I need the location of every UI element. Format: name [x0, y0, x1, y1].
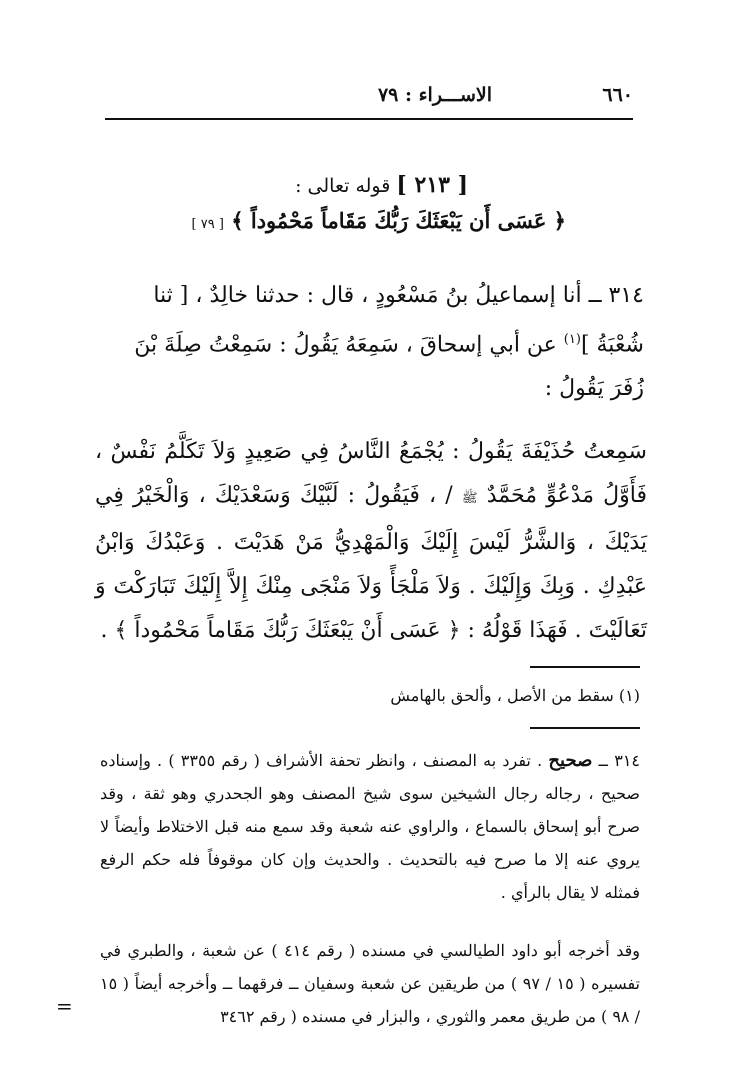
verse-ref: [ ٧٩ ] — [191, 217, 224, 232]
salla-glyph: ﷺ — [461, 491, 478, 506]
continuation-mark: = — [56, 994, 73, 1018]
footnote-rule — [530, 666, 640, 668]
verse-number: [ ٢١٣ ] — [396, 172, 468, 198]
hadith-matn — [95, 430, 647, 653]
hadith-isnad — [100, 274, 644, 411]
verse-text: ﴿ عَسَى أَن يَبْعَثَكَ رَبُّكَ مَقَاماً مَحْمُوداً ﴾ — [231, 208, 566, 233]
tahqiq-paragraph-1 — [100, 744, 640, 909]
footnote-marker: (١) — [563, 332, 581, 347]
tahqiq-text-1: . تفرد به المصنف ، وانظر تحفة الأشراف ( رقم ٣٣٥٥ ) . وإسناده صحيح ، رجاله رجال الشيخين سوى شيخ المصنف وهو الجحدري وهو ثقة ، وقد صرح أبو إسحاق بالسماع ، والراوي عنه شعبة وقد سمع منه قبل الاختلاط وأيضاً لا يروي عنه إلا ما صرح فيه بالتحديث . والحديث وإن كان موقوفاً فله حكم الرفع فمثله لا يقال بالرأي . — [100, 751, 640, 902]
page-number: ٦٦٠ — [602, 84, 633, 106]
quran-verse — [190, 208, 566, 233]
verse-intro: قوله تعالى : — [295, 175, 391, 197]
matn-part-2: / ، فَيَقُولُ : لَبَّيْكَ وَسَعْدَيْكَ ، وَالْخَيْرُ فِي يَدَيْكَ ، وَالشَّرُّ لَيْسَ إِلَيْكَ وَالْمَهْدِيُّ مَنْ هَدَيْتَ . وَعَبْدُكَ وَابْنُ عَبْدِكِ . وَبِكَ وَإِلَيْكَ . وَلاَ مَلْجَأً وَلاَ مَنْجَى مِنْكَ إِلاَّ إِلَيْكَ تَبَارَكْتَ وَ تَعَالَيْتَ . فَهَذَا قَوْلُهُ : ﴿ عَسَى أَنْ يَبْعَثَكَ رَبُّكَ مَقَاماً مَحْمُوداً ﴾ . — [95, 483, 647, 643]
sura-reference: الاســـراء : ٧٩ — [377, 84, 493, 106]
isnad-part-2: عن أبي إسحاقَ ، سَمِعَهُ يَقُولُ : سَمِعْتُ صِلَةَ بْنَ زُفَرَ يَقُولُ : — [134, 332, 644, 402]
tahqiq-number: ٣١٤ ــ — [598, 751, 640, 770]
tahqiq-rule — [530, 727, 640, 729]
tahqiq-paragraph-2: وقد أخرجه أبو داود الطيالسي في مسنده ( رقم ٤١٤ ) عن شعبة ، والطبري في تفسيره ( ١٥ / ٩٧ ) من طريقين عن شعبة وسفيان ــ فرقهما ــ وأخرجه أيضاً ( ١٥ / ٩٨ ) من طريق معمر والثوري ، والبزار في مسنده ( رقم ٣٤٦٢ — [100, 941, 641, 1026]
footnote: (١) سقط من الأصل ، وألحق بالهامش — [390, 686, 640, 705]
hadith-grade: صحيح — [548, 750, 593, 771]
running-head — [105, 82, 633, 112]
verse-heading — [200, 172, 468, 198]
isnad-part-1: ٣١٤ ــ أنا إسماعيلُ بنُ مَسْعُودٍ ، قال : حدثنا خالِدٌ ، [ ثنا شُعْبَةُ ] — [153, 283, 644, 358]
matn-part-1: سَمِعتُ حُذَيْفَةَ يَقُولُ : يُجْمَعُ النَّاسُ فِي صَعِيدٍ وَلاَ تَكَلَّمُ نَفْسٌ ، فَأَوَّلُ مَدْعُوٍّ مُحَمَّدٌ — [95, 439, 647, 508]
header-rule — [105, 118, 633, 120]
